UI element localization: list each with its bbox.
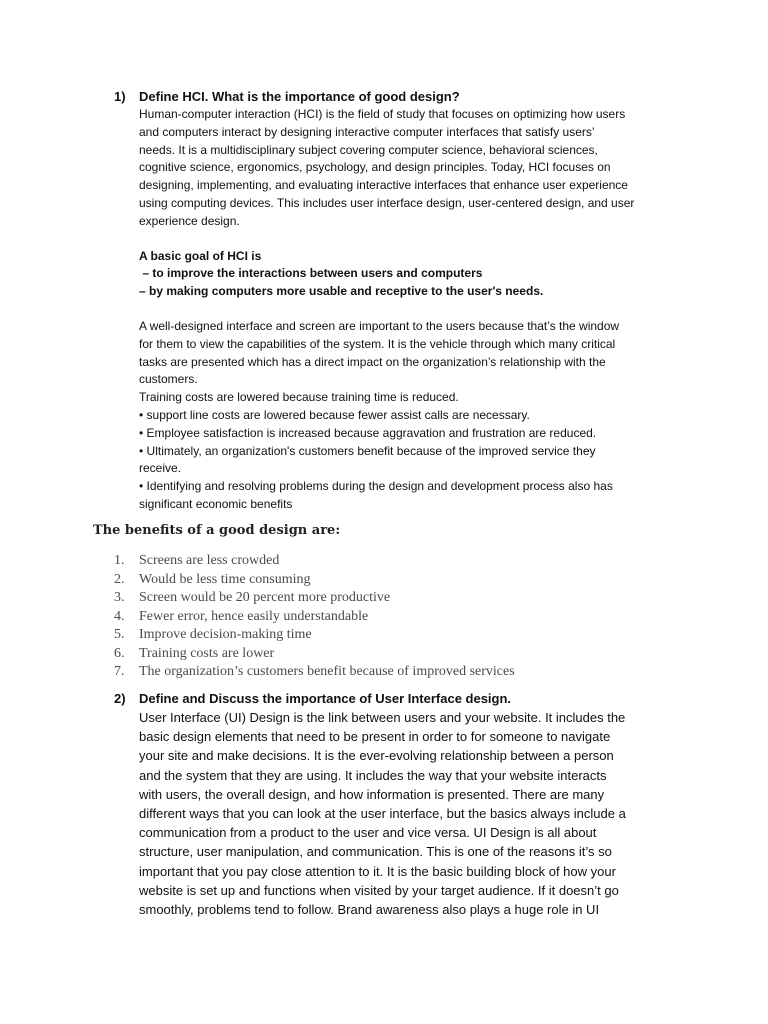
bullet-line: • Employee satisfaction is increased because aggravation and frustration are reduced. (139, 425, 597, 440)
text-line: smoothly, problems tend to follow. Brand awareness also plays a huge role in UI (139, 902, 600, 918)
text-line: your site and make decisions. It is the ever-evolving relationship between a person (139, 748, 614, 764)
question-1 (114, 88, 684, 514)
goal-line: – by making computers more usable and receptive to the user's needs. (139, 284, 544, 299)
list-item: 1. Screens are less crowded (114, 553, 280, 568)
bullet-line: • Ultimately, an organization's customers benefit because of the improved service they (139, 443, 596, 458)
text-line: important that you pay close attention to it. It is the basic building block of how your (139, 863, 616, 879)
text-line: and computers interact by designing interactive computer interfaces that satisfy users’ (139, 124, 595, 139)
text-line: Training costs are lowered because training time is reduced. (139, 390, 459, 405)
list-item: 7. The organization’s customers benefit because of improved services (114, 664, 515, 679)
text-line: customers. (139, 372, 198, 387)
question-2 (114, 690, 684, 919)
bullet-line: • Identifying and resolving problems during the design and development process also has (139, 479, 613, 494)
list-item: 5. Improve decision-making time (114, 627, 312, 642)
text-line: communication from a product to the user and vice versa. UI Design is all about (139, 825, 597, 841)
text-line: needs. It is a multidisciplinary subject covering computer science, behavioral sciences, (139, 142, 598, 157)
question-2-number: 2) (114, 691, 126, 706)
text-line: and the system that they are using. It includes the way that your website interacts (139, 767, 607, 783)
text-line: basic design elements that need to be present in order to for someone to navigate (139, 729, 611, 745)
benefits-heading: The benefits of a good design are: (93, 523, 341, 538)
question-1-heading (114, 88, 684, 106)
goal-line: A basic goal of HCI is (139, 248, 262, 263)
bullet-line: • support line costs are lowered because fewer assist calls are necessary. (139, 407, 530, 422)
text-line: using computing devices. This includes user interface design, user-centered design, and user (139, 195, 635, 210)
text-line: User Interface (UI) Design is the link between users and your website. It includes the (139, 710, 626, 725)
text-line: tasks are presented which has a direct impact on the organization’s relationship with the (139, 354, 606, 369)
hci-definition (139, 106, 684, 514)
text-line: Human-computer interaction (HCI) is the field of study that focuses on optimizing how users (139, 107, 626, 121)
list-item: 4. Fewer error, hence easily understandable (114, 608, 369, 624)
text-line: website is set up and functions when visited by your target audience. If it doesn’t go (139, 882, 619, 898)
text-line: for them to view the capabilities of the system. It is the vehicle through which many critical (139, 336, 616, 351)
text-line: receive. (139, 461, 182, 476)
text-line: structure, user manipulation, and communication. This is one of the reasons it’s so (139, 844, 612, 860)
question-1-number: 1) (114, 89, 126, 104)
text-line: experience design. (139, 213, 240, 228)
text-line: with users, the overall design, and how information is presented. There are many (139, 786, 605, 802)
text-line: designing, implementing, and evaluating interactive interfaces that enhance user experience (139, 178, 628, 193)
question-2-heading (114, 690, 684, 708)
goal-line: – to improve the interactions between users and computers (139, 266, 483, 281)
benefits-list (114, 552, 515, 682)
list-item: 2. Would be less time consuming (114, 571, 311, 587)
text-line: different ways that you can look at the user interface, but the basics always include a (139, 806, 626, 822)
list-item: 6. Training costs are lower (114, 645, 275, 661)
question-1-title: Define HCI. What is the importance of good design? (139, 89, 460, 104)
text-line: A well-designed interface and screen are important to the users because that’s the window (139, 318, 620, 333)
list-item: 3. Screen would be 20 percent more productive (114, 590, 391, 605)
text-line: cognitive science, ergonomics, psychology, and design principles. Today, HCI focuses on (139, 160, 611, 175)
question-2-title: Define and Discuss the importance of User Interface design. (139, 691, 512, 706)
text-line: significant economic benefits (139, 496, 293, 511)
ui-design-paragraph (139, 708, 684, 919)
